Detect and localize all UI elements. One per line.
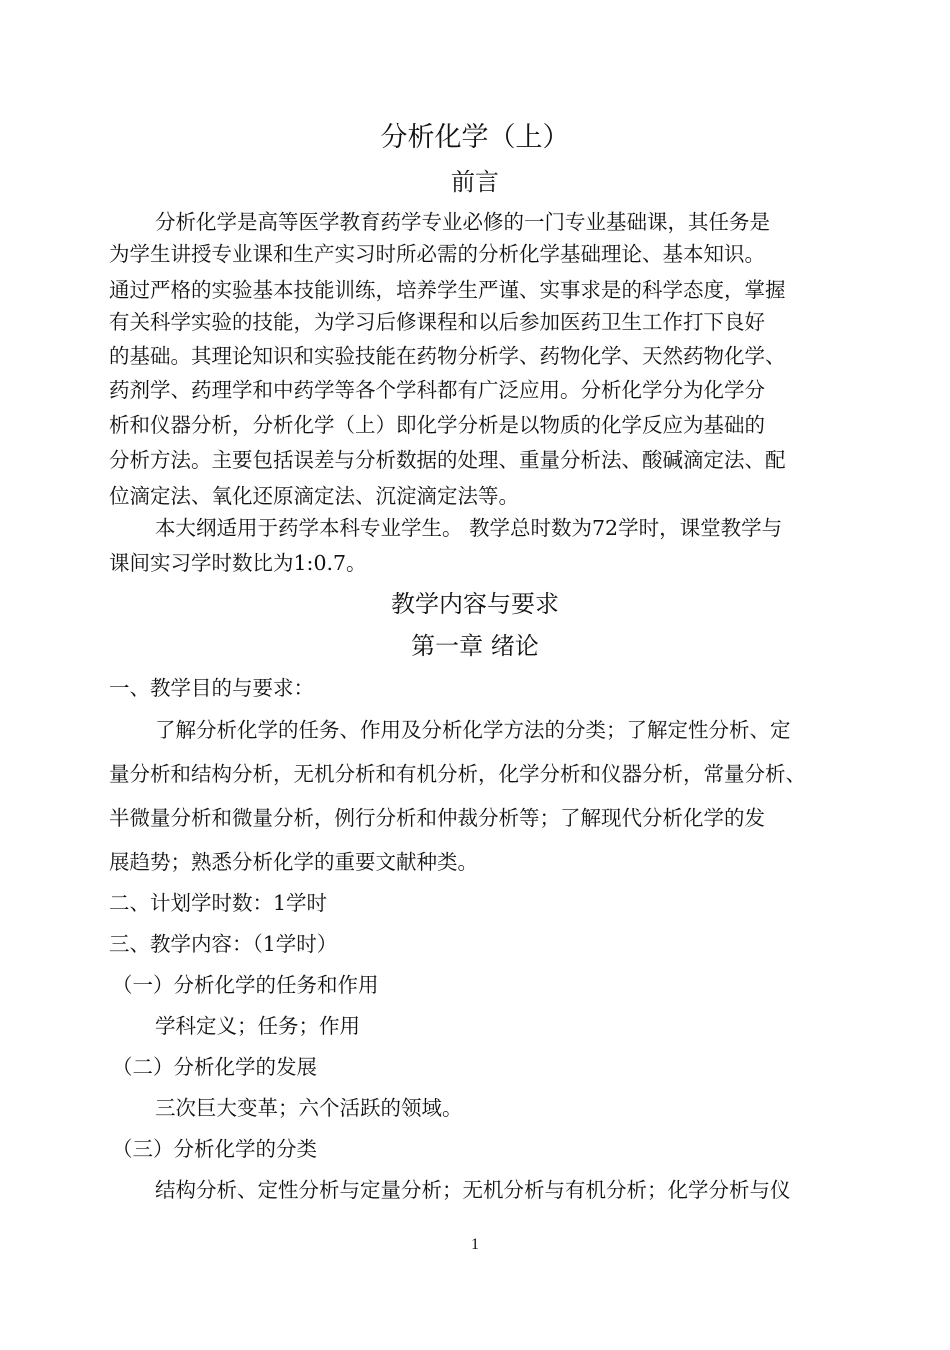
page-number: 1 <box>471 1236 479 1253</box>
chapter-line: 学科定义；任务；作用 <box>155 1014 360 1038</box>
preface-line: 位滴定法、氧化还原滴定法、沉淀滴定法等。 <box>109 484 519 508</box>
preface-line: 的基础。其理论知识和实验技能在药物分析学、药物化学、天然药物化学、 <box>109 344 786 368</box>
chapter-line: 二、计划学时数：1学时 <box>109 891 328 915</box>
chapter-heading: 第一章 绪论 <box>411 632 539 660</box>
preface-line: 为学生讲授专业课和生产实习时所必需的分析化学基础理论、基本知识。 <box>109 242 765 266</box>
preface-line: 分析化学是高等医学教育药学专业必修的一门专业基础课，其任务是 <box>155 210 770 234</box>
chapter-line: 了解分析化学的任务、作用及分析化学方法的分类；了解定性分析、定 <box>155 718 791 742</box>
chapter-line: 一、教学目的与要求： <box>109 676 314 700</box>
chapter-line: （一）分析化学的任务和作用 <box>112 973 379 997</box>
preface-line: 课间实习学时数比为1:0.7。 <box>109 551 367 575</box>
chapter-line: 展趋势；熟悉分析化学的重要文献种类。 <box>109 850 478 874</box>
chapter-line: 量分析和结构分析，无机分析和有机分析，化学分析和仪器分析，常量分析、 <box>109 762 806 786</box>
preface-line: 通过严格的实验基本技能训练，培养学生严谨、实事求是的科学态度，掌握 <box>109 278 786 302</box>
chapter-line: （三）分析化学的分类 <box>112 1137 317 1161</box>
preface-line: 药剂学、药理学和中药学等各个学科都有广泛应用。分析化学分为化学分 <box>109 378 765 402</box>
chapter-line: （二）分析化学的发展 <box>112 1055 317 1079</box>
document-title: 分析化学（上） <box>380 122 570 153</box>
preface-line: 有关科学实验的技能，为学习后修课程和以后参加医药卫生工作打下良好 <box>109 310 765 334</box>
chapter-line: 三、教学内容：（1学时） <box>109 932 338 956</box>
chapter-line: 结构分析、定性分析与定量分析；无机分析与有机分析；化学分析与仪 <box>155 1178 791 1202</box>
preface-line: 本大纲适用于药学本科专业学生。 教学总时数为72学时，课堂教学与 <box>155 516 783 540</box>
preface-heading: 前言 <box>451 168 499 196</box>
preface-line: 分析方法。主要包括误差与分析数据的处理、重量分析法、酸碱滴定法、配 <box>109 448 786 472</box>
section-heading: 教学内容与要求 <box>391 590 559 618</box>
preface-line: 析和仪器分析，分析化学（上）即化学分析是以物质的化学反应为基础的 <box>109 413 765 437</box>
chapter-line: 三次巨大变革；六个活跃的领域。 <box>155 1096 463 1120</box>
chapter-line: 半微量分析和微量分析，例行分析和仲裁分析等；了解现代分析化学的发 <box>109 806 765 830</box>
